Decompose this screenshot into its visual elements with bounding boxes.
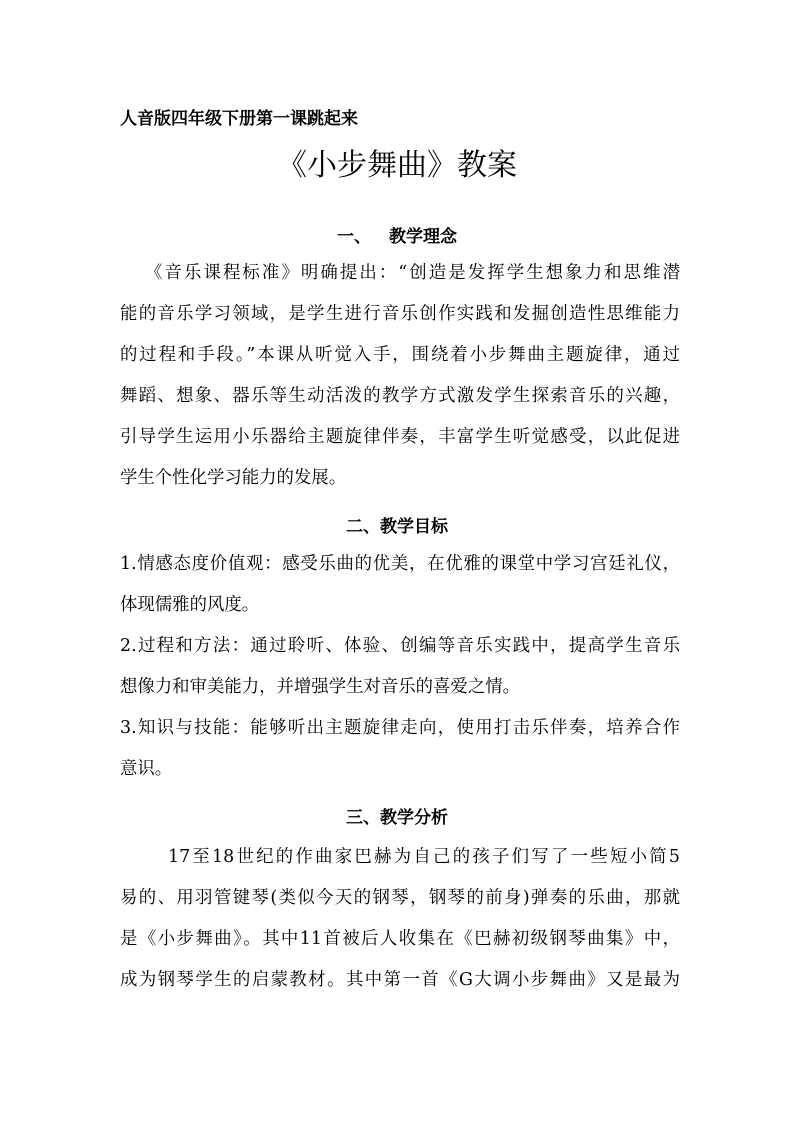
paragraph-line: 的过程和手段。”本课从听觉入手，围绕着小步舞曲主题旋律，通过 (120, 345, 680, 365)
document-title: 《小步舞曲》教案 (277, 148, 517, 183)
paragraph-line: 易的、用羽管键琴(类似今天的钢琴，钢琴的前身)弹奏的乐曲，那就 (120, 888, 680, 908)
paragraph-line: 学生个性化学习能力的发展。 (120, 468, 347, 488)
paragraph-line: 2.过程和方法：通过聆听、体验、创编等音乐实践中，提高学生音乐 (120, 636, 680, 656)
document-subtitle: 人音版四年级下册第一课跳起来 (120, 109, 358, 129)
paragraph-line: 《音乐课程标准》明确提出：“创造是发挥学生想象力和思维潜 (145, 263, 680, 283)
paragraph-line: 能的音乐学习领域，是学生进行音乐创作实践和发掘创造性思维能力 (120, 304, 680, 324)
paragraph-line: 3.知识与技能：能够听出主题旋律走向，使用打击乐伴奏，培养合作 (120, 718, 680, 738)
paragraph-line: 成为钢琴学生的启蒙教材。其中第一首《G大调小步舞曲》又是最为 (120, 970, 680, 990)
section-heading-1 (0, 222, 794, 247)
section-heading-3: 三、教学分析 (346, 808, 448, 828)
paragraph-line: 意识。 (120, 759, 173, 779)
paragraph-line: 17至18世纪的作曲家巴赫为自己的孩子们写了一些短小简5 (168, 847, 680, 867)
paragraph-line: 是《小步舞曲》。其中11首被后人收集在《巴赫初级钢琴曲集》中， (120, 929, 680, 949)
paragraph-line: 想像力和审美能力，并增强学生对音乐的喜爱之情。 (120, 677, 520, 697)
section-heading-2: 二、教学目标 (346, 517, 448, 537)
paragraph-line: 1.情感态度价值观：感受乐曲的优美，在优雅的课堂中学习宫廷礼仪， (120, 554, 680, 574)
paragraph-line: 引导学生运用小乐器给主题旋律伴奏，丰富学生听觉感受，以此促进 (120, 427, 680, 447)
section-heading-text: 教学理念 (389, 227, 457, 247)
paragraph-line: 舞蹈、想象、器乐等生动活泼的教学方式激发学生探索音乐的兴趣， (120, 386, 680, 406)
section-number: 一、 (337, 227, 371, 247)
paragraph-line: 体现儒雅的风度。 (120, 595, 260, 615)
